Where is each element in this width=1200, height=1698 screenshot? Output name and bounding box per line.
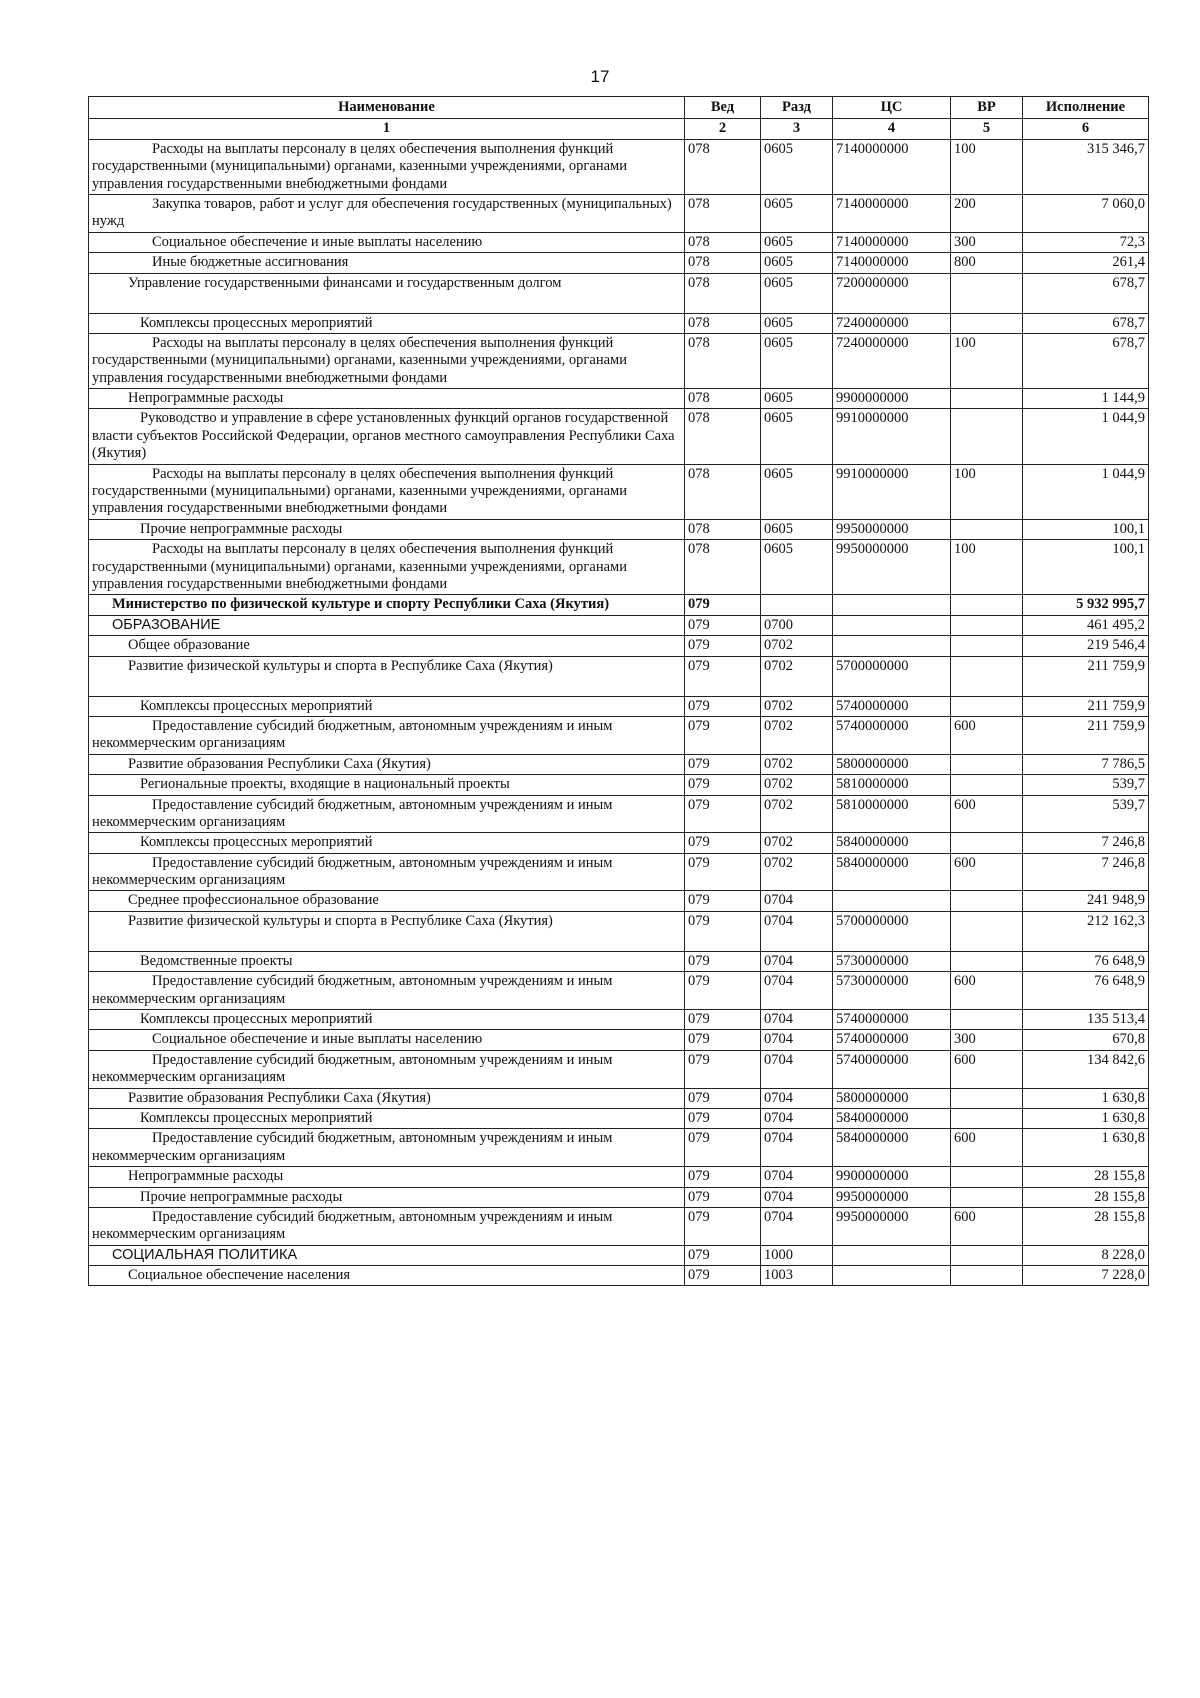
cell-name: Предоставление субсидий бюджетным, автономным учреждениям и иным некоммерческим организациям [89, 716, 685, 754]
cell-amount: 211 759,9 [1023, 696, 1149, 716]
cell-vr: 600 [951, 795, 1023, 833]
cell-amount: 1 044,9 [1023, 464, 1149, 519]
cell-razd: 0605 [761, 540, 833, 595]
cell-name: Управление государственными финансами и государственным долгом [89, 273, 685, 313]
cell-razd: 0704 [761, 1050, 833, 1088]
cell-name: Комплексы процессных мероприятий [89, 1108, 685, 1128]
table-row [89, 253, 1149, 273]
cell-cs: 5700000000 [833, 911, 951, 951]
cell-razd: 0704 [761, 1167, 833, 1187]
column-number-row [89, 119, 1149, 139]
cell-ved: 079 [685, 775, 761, 795]
header-amount: Исполнение [1023, 97, 1149, 119]
cell-cs: 5700000000 [833, 656, 951, 696]
cell-name: Ведомственные проекты [89, 951, 685, 971]
cell-vr [951, 1187, 1023, 1207]
cell-name: Предоставление субсидий бюджетным, автономным учреждениям и иным некоммерческим организациям [89, 1050, 685, 1088]
cell-vr: 600 [951, 1050, 1023, 1088]
table-row [89, 1088, 1149, 1108]
table-row [89, 1010, 1149, 1030]
cell-ved: 079 [685, 1108, 761, 1128]
cell-vr [951, 656, 1023, 696]
table-row [89, 754, 1149, 774]
cell-name: Предоставление субсидий бюджетным, автономным учреждениям и иным некоммерческим организациям [89, 972, 685, 1010]
cell-vr [951, 273, 1023, 313]
cell-razd: 0702 [761, 716, 833, 754]
cell-cs: 5810000000 [833, 795, 951, 833]
cell-name: Предоставление субсидий бюджетным, автономным учреждениям и иным некоммерческим организациям [89, 853, 685, 891]
cell-ved: 078 [685, 409, 761, 464]
cell-amount: 670,8 [1023, 1030, 1149, 1050]
cell-cs: 9910000000 [833, 409, 951, 464]
cell-cs: 7200000000 [833, 273, 951, 313]
cell-name: Комплексы процессных мероприятий [89, 696, 685, 716]
cell-razd: 0704 [761, 1207, 833, 1245]
cell-cs: 5740000000 [833, 1010, 951, 1030]
cell-vr [951, 615, 1023, 635]
cell-amount: 315 346,7 [1023, 139, 1149, 194]
table-row [89, 273, 1149, 313]
cell-ved: 078 [685, 389, 761, 409]
cell-cs: 5740000000 [833, 696, 951, 716]
table-row [89, 795, 1149, 833]
column-number: 3 [761, 119, 833, 139]
column-number: 2 [685, 119, 761, 139]
table-row [89, 139, 1149, 194]
cell-vr: 600 [951, 1129, 1023, 1167]
cell-amount: 76 648,9 [1023, 951, 1149, 971]
table-row [89, 1207, 1149, 1245]
cell-name: Социальное обеспечение и иные выплаты населению [89, 232, 685, 252]
cell-amount: 212 162,3 [1023, 911, 1149, 951]
cell-amount: 100,1 [1023, 540, 1149, 595]
cell-cs: 9900000000 [833, 1167, 951, 1187]
cell-razd: 0605 [761, 139, 833, 194]
table-row [89, 232, 1149, 252]
cell-vr [951, 636, 1023, 656]
cell-name: Расходы на выплаты персоналу в целях обеспечения выполнения функций государственными (муниципальными) органами, казенными учреждениями, органами управления государственными внебюджетными фондами [89, 139, 685, 194]
cell-razd: 0605 [761, 333, 833, 388]
cell-ved: 079 [685, 1030, 761, 1050]
cell-razd: 0704 [761, 1129, 833, 1167]
cell-vr: 600 [951, 853, 1023, 891]
table-row [89, 853, 1149, 891]
cell-vr [951, 1108, 1023, 1128]
cell-cs: 5840000000 [833, 1129, 951, 1167]
table-row [89, 1030, 1149, 1050]
cell-amount: 28 155,8 [1023, 1187, 1149, 1207]
cell-vr [951, 1167, 1023, 1187]
table-row [89, 1266, 1149, 1286]
cell-razd: 0702 [761, 795, 833, 833]
table-row [89, 716, 1149, 754]
cell-amount: 7 786,5 [1023, 754, 1149, 774]
cell-ved: 078 [685, 464, 761, 519]
cell-cs: 9950000000 [833, 540, 951, 595]
cell-cs: 7140000000 [833, 253, 951, 273]
cell-name: Социальное обеспечение и иные выплаты населению [89, 1030, 685, 1050]
cell-ved: 079 [685, 911, 761, 951]
cell-vr: 200 [951, 194, 1023, 232]
table-body [89, 139, 1149, 1286]
table-row [89, 1167, 1149, 1187]
cell-amount: 28 155,8 [1023, 1207, 1149, 1245]
cell-cs: 5800000000 [833, 754, 951, 774]
cell-ved: 079 [685, 754, 761, 774]
cell-vr [951, 775, 1023, 795]
cell-amount: 219 546,4 [1023, 636, 1149, 656]
cell-ved: 079 [685, 656, 761, 696]
cell-amount: 1 144,9 [1023, 389, 1149, 409]
cell-razd: 0702 [761, 754, 833, 774]
cell-amount: 7 228,0 [1023, 1266, 1149, 1286]
table-row [89, 911, 1149, 951]
cell-cs: 9900000000 [833, 389, 951, 409]
cell-ved: 079 [685, 1050, 761, 1088]
cell-vr [951, 951, 1023, 971]
cell-vr [951, 696, 1023, 716]
cell-amount: 7 060,0 [1023, 194, 1149, 232]
header-vr: ВР [951, 97, 1023, 119]
cell-ved: 079 [685, 1010, 761, 1030]
cell-name: Закупка товаров, работ и услуг для обеспечения государственных (муниципальных) нужд [89, 194, 685, 232]
column-number: 4 [833, 119, 951, 139]
cell-ved: 079 [685, 636, 761, 656]
cell-cs: 7140000000 [833, 139, 951, 194]
cell-vr [951, 1266, 1023, 1286]
cell-amount: 678,7 [1023, 273, 1149, 313]
cell-name: Среднее профессиональное образование [89, 891, 685, 911]
cell-cs: 7240000000 [833, 313, 951, 333]
cell-ved: 079 [685, 1266, 761, 1286]
table-row [89, 775, 1149, 795]
cell-vr [951, 389, 1023, 409]
cell-razd: 0704 [761, 1088, 833, 1108]
cell-razd: 0702 [761, 636, 833, 656]
cell-cs: 5740000000 [833, 1030, 951, 1050]
table-row [89, 615, 1149, 635]
cell-razd: 0704 [761, 911, 833, 951]
cell-name: СОЦИАЛЬНАЯ ПОЛИТИКА [89, 1245, 685, 1265]
cell-vr: 800 [951, 253, 1023, 273]
table-row [89, 1050, 1149, 1088]
cell-cs [833, 595, 951, 615]
cell-ved: 078 [685, 540, 761, 595]
cell-ved: 079 [685, 795, 761, 833]
cell-amount: 261,4 [1023, 253, 1149, 273]
cell-name: Развитие образования Республики Саха (Якутия) [89, 1088, 685, 1108]
cell-ved: 079 [685, 1088, 761, 1108]
table-row [89, 833, 1149, 853]
cell-razd: 0605 [761, 519, 833, 539]
cell-amount: 678,7 [1023, 333, 1149, 388]
table-header-row [89, 97, 1149, 119]
column-number: 1 [89, 119, 685, 139]
cell-name: Комплексы процессных мероприятий [89, 313, 685, 333]
cell-amount: 28 155,8 [1023, 1167, 1149, 1187]
cell-razd: 0704 [761, 1030, 833, 1050]
cell-cs: 5800000000 [833, 1088, 951, 1108]
table-row [89, 464, 1149, 519]
cell-amount: 678,7 [1023, 313, 1149, 333]
cell-cs [833, 636, 951, 656]
cell-amount: 1 044,9 [1023, 409, 1149, 464]
cell-razd: 0605 [761, 313, 833, 333]
cell-cs: 9950000000 [833, 1207, 951, 1245]
cell-amount: 1 630,8 [1023, 1129, 1149, 1167]
cell-razd: 0605 [761, 253, 833, 273]
cell-vr [951, 409, 1023, 464]
cell-vr [951, 754, 1023, 774]
cell-name: Иные бюджетные ассигнования [89, 253, 685, 273]
table-row [89, 1108, 1149, 1128]
cell-amount: 7 246,8 [1023, 853, 1149, 891]
cell-razd: 1003 [761, 1266, 833, 1286]
table-row [89, 636, 1149, 656]
cell-ved: 079 [685, 1167, 761, 1187]
cell-razd: 0702 [761, 833, 833, 853]
cell-vr [951, 313, 1023, 333]
cell-name: Министерство по физической культуре и спорту Республики Саха (Якутия) [89, 595, 685, 615]
cell-amount: 211 759,9 [1023, 716, 1149, 754]
cell-vr: 100 [951, 139, 1023, 194]
cell-razd: 0702 [761, 696, 833, 716]
cell-vr [951, 519, 1023, 539]
table-row [89, 951, 1149, 971]
cell-vr [951, 1088, 1023, 1108]
cell-name: ОБРАЗОВАНИЕ [89, 615, 685, 635]
cell-name: Расходы на выплаты персоналу в целях обеспечения выполнения функций государственными (муниципальными) органами, казенными учреждениями, органами управления государственными внебюджетными фондами [89, 540, 685, 595]
cell-ved: 079 [685, 1187, 761, 1207]
cell-ved: 079 [685, 1129, 761, 1167]
cell-vr [951, 891, 1023, 911]
cell-cs: 5740000000 [833, 716, 951, 754]
cell-name: Предоставление субсидий бюджетным, автономным учреждениям и иным некоммерческим организациям [89, 1207, 685, 1245]
cell-amount: 1 630,8 [1023, 1108, 1149, 1128]
cell-vr: 100 [951, 464, 1023, 519]
table-row [89, 891, 1149, 911]
cell-razd: 0702 [761, 775, 833, 795]
cell-ved: 079 [685, 833, 761, 853]
header-name: Наименование [89, 97, 685, 119]
cell-ved: 079 [685, 853, 761, 891]
cell-cs: 9910000000 [833, 464, 951, 519]
cell-razd: 0605 [761, 232, 833, 252]
cell-amount: 539,7 [1023, 795, 1149, 833]
cell-cs: 5810000000 [833, 775, 951, 795]
cell-ved: 079 [685, 696, 761, 716]
cell-cs: 7140000000 [833, 194, 951, 232]
cell-razd: 0704 [761, 972, 833, 1010]
cell-cs: 5730000000 [833, 972, 951, 1010]
cell-amount: 7 246,8 [1023, 833, 1149, 853]
cell-amount: 5 932 995,7 [1023, 595, 1149, 615]
page-number: 17 [590, 67, 610, 86]
cell-razd: 0704 [761, 951, 833, 971]
cell-razd: 0605 [761, 273, 833, 313]
cell-cs: 9950000000 [833, 1187, 951, 1207]
table-row [89, 333, 1149, 388]
cell-cs: 9950000000 [833, 519, 951, 539]
cell-razd: 0704 [761, 1010, 833, 1030]
table-row [89, 540, 1149, 595]
cell-ved: 079 [685, 716, 761, 754]
cell-cs: 5840000000 [833, 853, 951, 891]
cell-name: Расходы на выплаты персоналу в целях обеспечения выполнения функций государственными (муниципальными) органами, казенными учреждениями, органами управления государственными внебюджетными фондами [89, 333, 685, 388]
table-row [89, 1245, 1149, 1265]
cell-amount: 72,3 [1023, 232, 1149, 252]
cell-amount: 134 842,6 [1023, 1050, 1149, 1088]
cell-vr: 600 [951, 1207, 1023, 1245]
cell-amount: 76 648,9 [1023, 972, 1149, 1010]
table-row [89, 972, 1149, 1010]
cell-razd: 0704 [761, 1108, 833, 1128]
header-razd: Разд [761, 97, 833, 119]
cell-vr: 600 [951, 972, 1023, 1010]
cell-cs [833, 615, 951, 635]
cell-name: Социальное обеспечение населения [89, 1266, 685, 1286]
cell-cs [833, 1266, 951, 1286]
cell-razd: 0605 [761, 409, 833, 464]
cell-ved: 078 [685, 273, 761, 313]
cell-name: Развитие образования Республики Саха (Якутия) [89, 754, 685, 774]
cell-vr [951, 1245, 1023, 1265]
cell-name: Прочие непрограммные расходы [89, 1187, 685, 1207]
cell-cs: 5840000000 [833, 1108, 951, 1128]
cell-amount: 539,7 [1023, 775, 1149, 795]
cell-amount: 461 495,2 [1023, 615, 1149, 635]
cell-vr [951, 911, 1023, 951]
cell-razd [761, 595, 833, 615]
cell-razd: 0702 [761, 853, 833, 891]
cell-ved: 079 [685, 615, 761, 635]
table-row [89, 656, 1149, 696]
cell-cs [833, 1245, 951, 1265]
cell-vr: 600 [951, 716, 1023, 754]
cell-cs [833, 891, 951, 911]
table-row [89, 409, 1149, 464]
cell-vr [951, 595, 1023, 615]
cell-name: Расходы на выплаты персоналу в целях обеспечения выполнения функций государственными (муниципальными) органами, казенными учреждениями, органами управления государственными внебюджетными фондами [89, 464, 685, 519]
cell-ved: 078 [685, 139, 761, 194]
cell-ved: 078 [685, 194, 761, 232]
cell-name: Региональные проекты, входящие в национальный проекты [89, 775, 685, 795]
cell-razd: 0704 [761, 891, 833, 911]
cell-ved: 079 [685, 1245, 761, 1265]
table-row [89, 595, 1149, 615]
cell-name: Общее образование [89, 636, 685, 656]
cell-razd: 0702 [761, 656, 833, 696]
header-ved: Вед [685, 97, 761, 119]
cell-cs: 5840000000 [833, 833, 951, 853]
cell-razd: 0605 [761, 464, 833, 519]
table-row [89, 696, 1149, 716]
cell-amount: 8 228,0 [1023, 1245, 1149, 1265]
cell-ved: 078 [685, 253, 761, 273]
cell-cs: 7240000000 [833, 333, 951, 388]
cell-vr: 100 [951, 540, 1023, 595]
table-row [89, 389, 1149, 409]
table-row [89, 1129, 1149, 1167]
cell-cs: 7140000000 [833, 232, 951, 252]
cell-vr: 100 [951, 333, 1023, 388]
table-row [89, 1187, 1149, 1207]
cell-ved: 078 [685, 313, 761, 333]
cell-ved: 079 [685, 595, 761, 615]
column-number: 6 [1023, 119, 1149, 139]
cell-vr [951, 833, 1023, 853]
cell-cs: 5730000000 [833, 951, 951, 971]
cell-razd: 1000 [761, 1245, 833, 1265]
cell-name: Предоставление субсидий бюджетным, автономным учреждениям и иным некоммерческим организациям [89, 1129, 685, 1167]
cell-name: Прочие непрограммные расходы [89, 519, 685, 539]
table-row [89, 194, 1149, 232]
cell-ved: 078 [685, 232, 761, 252]
cell-ved: 079 [685, 972, 761, 1010]
cell-name: Комплексы процессных мероприятий [89, 833, 685, 853]
header-cs: ЦС [833, 97, 951, 119]
cell-name: Непрограммные расходы [89, 389, 685, 409]
cell-ved: 078 [685, 519, 761, 539]
cell-ved: 078 [685, 333, 761, 388]
cell-razd: 0605 [761, 389, 833, 409]
cell-ved: 079 [685, 1207, 761, 1245]
cell-name: Непрограммные расходы [89, 1167, 685, 1187]
cell-name: Развитие физической культуры и спорта в Республике Саха (Якутия) [89, 656, 685, 696]
cell-name: Развитие физической культуры и спорта в Республике Саха (Якутия) [89, 911, 685, 951]
cell-vr: 300 [951, 1030, 1023, 1050]
cell-cs: 5740000000 [833, 1050, 951, 1088]
cell-name: Предоставление субсидий бюджетным, автономным учреждениям и иным некоммерческим организациям [89, 795, 685, 833]
cell-ved: 079 [685, 891, 761, 911]
cell-razd: 0704 [761, 1187, 833, 1207]
cell-ved: 079 [685, 951, 761, 971]
table-row [89, 519, 1149, 539]
cell-vr [951, 1010, 1023, 1030]
cell-amount: 135 513,4 [1023, 1010, 1149, 1030]
cell-razd: 0605 [761, 194, 833, 232]
cell-amount: 100,1 [1023, 519, 1149, 539]
cell-vr: 300 [951, 232, 1023, 252]
budget-table [88, 96, 1149, 1286]
cell-amount: 1 630,8 [1023, 1088, 1149, 1108]
cell-name: Руководство и управление в сфере установленных функций органов государственной власти субъектов Российской Федерации, органов местного самоуправления Республики Саха (Якутия) [89, 409, 685, 464]
table-row [89, 313, 1149, 333]
cell-name: Комплексы процессных мероприятий [89, 1010, 685, 1030]
cell-razd: 0700 [761, 615, 833, 635]
cell-amount: 241 948,9 [1023, 891, 1149, 911]
cell-amount: 211 759,9 [1023, 656, 1149, 696]
column-number: 5 [951, 119, 1023, 139]
